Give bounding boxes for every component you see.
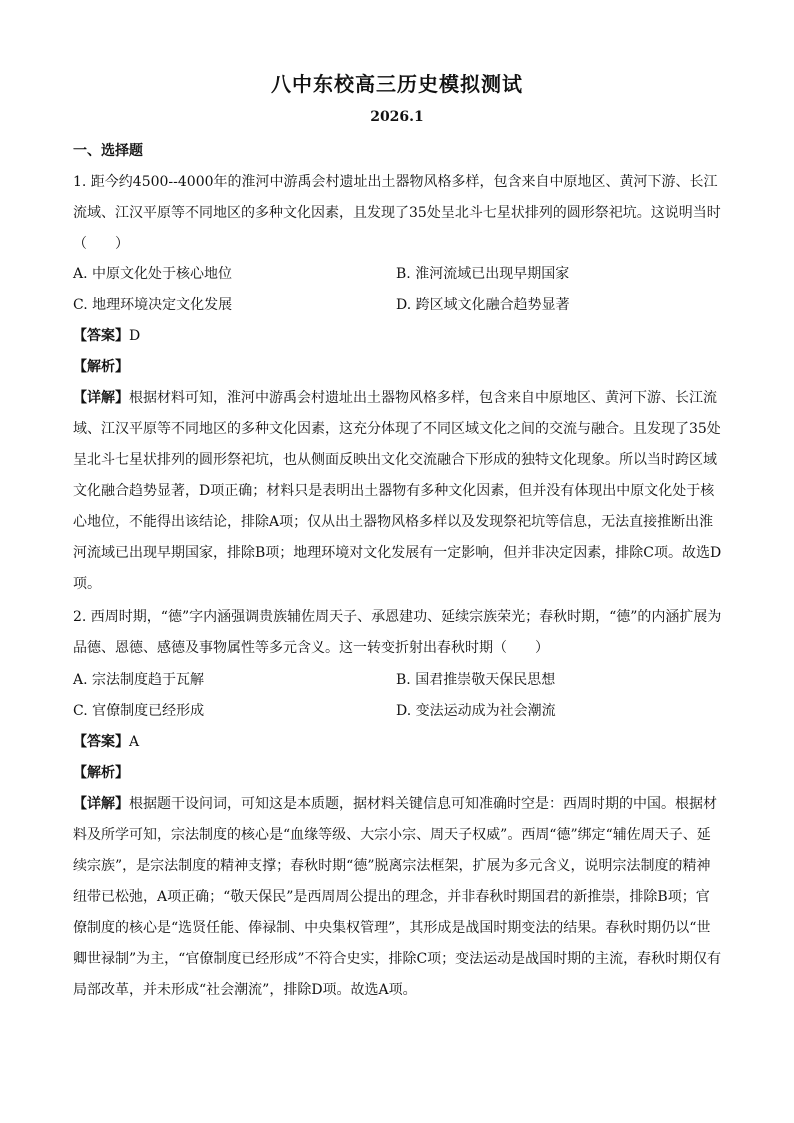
page-title: 八中东校高三历史模拟测试	[271, 72, 523, 96]
question-2-detail	[73, 789, 723, 1006]
analysis-label: 【解析】	[73, 359, 129, 375]
exam-date: 2026.1	[370, 109, 424, 125]
detail-label: 【详解】	[73, 796, 129, 812]
question-1-analysis-label	[73, 357, 129, 377]
section-heading: 一、选择题	[73, 143, 143, 159]
question-1-option-b: B. 淮河流域已出现早期国家	[396, 266, 570, 282]
question-1-answer	[73, 326, 140, 346]
question-1-option-c: C. 地理环境决定文化发展	[73, 297, 233, 313]
analysis-label: 【解析】	[73, 765, 129, 781]
question-2-option-a: A. 宗法制度趋于瓦解	[73, 672, 205, 688]
question-2-stem: 2. 西周时期，“德”字内涵强调贵族辅佐周天子、承恩建功、延续宗族荣光；春秋时期，“德”的内涵扩展为品德、恩德、感德及事物属性等多元含义。这一转变折射出春秋时期（ ）	[73, 609, 722, 656]
question-2-option-c: C. 官僚制度已经形成	[73, 703, 205, 719]
answer-label: 【答案】	[73, 328, 129, 344]
question-2-option-d: D. 变法运动成为社会潮流	[396, 703, 556, 719]
question-1-stem: 1. 距今约4500--4000年的淮河中游禹会村遗址出土器物风格多样，包含来自中原地区、黄河下游、长江流域、江汉平原等不同地区的多种文化因素，且发现了35处呈北斗七星状排列的圆形祭祀坑。这说明当时（ ）	[73, 174, 721, 252]
detail-text: 根据材料可知，淮河中游禹会村遗址出土器物风格多样，包含来自中原地区、黄河下游、长江流域、江汉平原等不同地区的多种文化因素，这充分体现了不同区域文化之间的交流与融合。且发现了35处呈北斗七星状排列的圆形祭祀坑，也从侧面反映出文化交流融合下形成的独特文化现象。所以当时跨区域文化融合趋势显著，D项正确；材料只是表明出土器物有多种文化因素，但并没有体现出中原文化处于核心地位，不能得出该结论，排除A项；仅从出土器物风格多样以及发现祭祀坑等信息，无法直接推断出淮河流域已出现早期国家，排除B项；地理环境对文化发展有一定影响，但并非决定因素，排除C项。故选D项。	[73, 390, 722, 592]
answer-value: A	[129, 734, 140, 750]
answer-label: 【答案】	[73, 734, 129, 750]
question-2-option-b: B. 国君推崇敬天保民思想	[396, 672, 556, 688]
detail-text: 根据题干设问词，可知这是本质题，据材料关键信息可知准确时空是：西周时期的中国。根据材料及所学可知，宗法制度的核心是“血缘等级、大宗小宗、周天子权威”。西周“德”绑定“辅佐周天子、延续宗族”，是宗法制度的精神支撑；春秋时期“德”脱离宗法框架，扩展为多元含义，说明宗法制度的精神纽带已松弛，A项正确；“敬天保民”是西周周公提出的理念，并非春秋时期国君的新推崇，排除B项；官僚制度的核心是“选贤任能、俸禄制、中央集权管理”，其形成是战国时期变法的结果。春秋时期仍以“世卿世禄制”为主，“官僚制度已经形成”不符合史实，排除C项；变法运动是战国时期的主流，春秋时期仅有局部改革，并未形成“社会潮流”，排除D项。故选A项。	[73, 796, 722, 998]
question-2-analysis-label	[73, 763, 129, 783]
question-1-detail	[73, 383, 723, 600]
detail-label: 【详解】	[73, 390, 129, 406]
question-2-answer	[73, 732, 139, 752]
question-1-option-a: A. 中原文化处于核心地位	[73, 266, 233, 282]
question-1-option-d: D. 跨区域文化融合趋势显著	[396, 297, 570, 313]
answer-value: D	[129, 328, 141, 344]
